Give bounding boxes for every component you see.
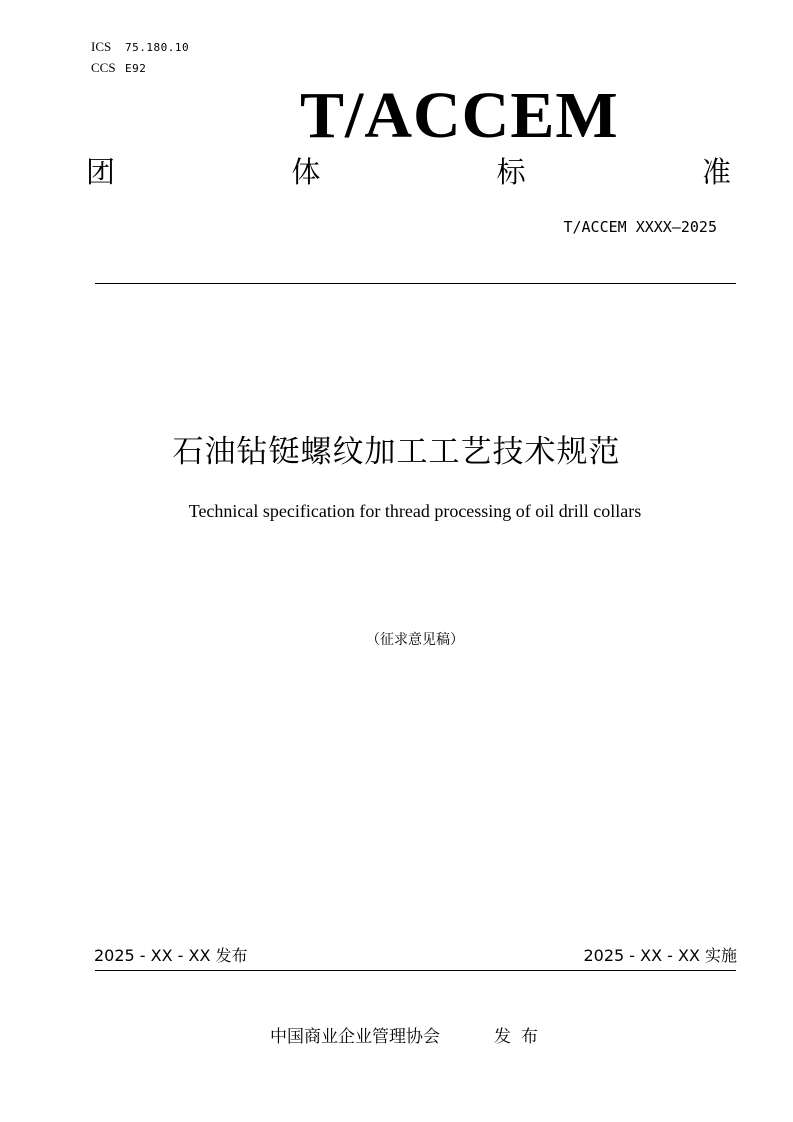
standard-type-char: 标 [496, 155, 526, 189]
ccs-code [91, 61, 146, 76]
header-divider [95, 283, 736, 284]
ics-label: ICS [91, 39, 112, 54]
title-chinese: 石油钻铤螺纹加工工艺技术规范 [172, 434, 621, 470]
draft-status: （征求意见稿） [366, 632, 464, 648]
ics-value: 75.180.10 [125, 41, 190, 54]
implementation-date: 2025 - XX - XX 实施 [583, 946, 737, 965]
ccs-value: E92 [125, 62, 147, 75]
footer-divider [95, 970, 736, 971]
standard-type-char: 准 [701, 155, 731, 189]
standard-type-char: 体 [291, 155, 321, 189]
ccs-label: CCS [91, 60, 116, 75]
standard-org-code: T/ACCEM [300, 79, 619, 152]
standard-type [86, 152, 731, 192]
issue-date: 2025 - XX - XX 发布 [94, 946, 248, 965]
publisher-name: 中国商业企业管理协会 [270, 1027, 440, 1047]
document-number: T/ACCEM XXXX—2025 [563, 218, 717, 236]
ics-code [91, 40, 189, 55]
title-english: Technical specification for thread processing of oil drill collars [188, 501, 642, 521]
standard-type-char: 团 [86, 155, 116, 189]
publish-label: 发布 [494, 1027, 548, 1047]
